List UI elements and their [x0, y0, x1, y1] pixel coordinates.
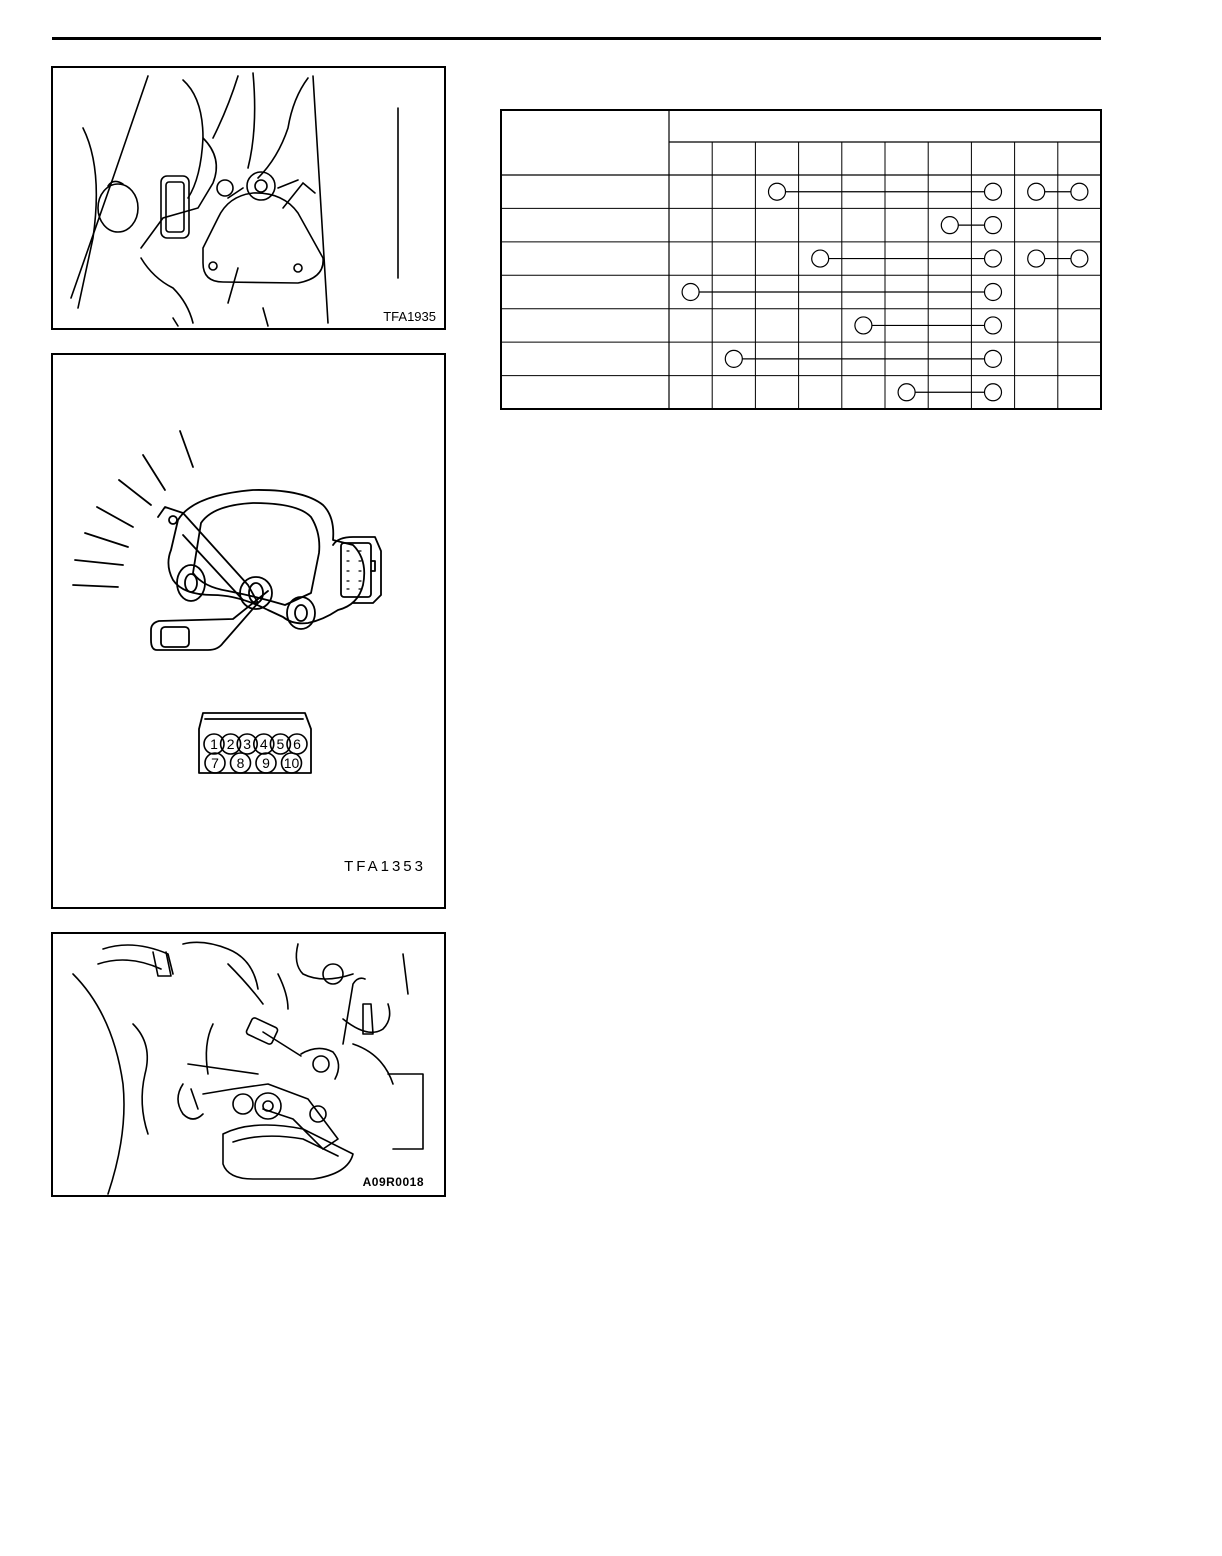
continuity-node	[985, 317, 1002, 334]
continuity-node	[898, 384, 915, 401]
continuity-node	[1071, 250, 1088, 267]
figure-inhibitor-switch-connector	[51, 353, 446, 909]
switch-drawing	[53, 355, 444, 907]
connector-pin-number: 5	[276, 736, 285, 752]
figure-code: TFA1353	[344, 858, 426, 875]
connector-pin-number: 7	[211, 755, 219, 771]
continuity-node	[985, 350, 1002, 367]
connector-pin-number: 4	[259, 736, 268, 752]
continuity-node	[769, 183, 786, 200]
table-grid	[501, 110, 1101, 409]
connector-pin-group	[204, 734, 307, 773]
connector-pin-number: 10	[283, 755, 300, 771]
installation-drawing	[53, 934, 444, 1195]
continuity-node	[985, 250, 1002, 267]
connector-pin-number: 9	[262, 755, 270, 771]
connector-pin-number: 3	[243, 736, 252, 752]
continuity-node	[1028, 250, 1045, 267]
continuity-node	[985, 217, 1002, 234]
connector-pin-number: 8	[236, 755, 245, 771]
continuity-node	[985, 183, 1002, 200]
continuity-node	[1028, 183, 1045, 200]
continuity-node	[941, 217, 958, 234]
top-rule	[52, 37, 1101, 40]
continuity-node	[985, 284, 1002, 301]
continuity-node	[682, 284, 699, 301]
figure-code: A09R0018	[362, 1175, 424, 1189]
connector-pin-number: 2	[226, 736, 235, 752]
continuity-node	[812, 250, 829, 267]
figure-code: TFA1935	[383, 309, 436, 324]
connector-pin-number: 6	[293, 736, 301, 752]
continuity-node	[985, 384, 1002, 401]
figure-inhibitor-switch-location	[51, 66, 446, 330]
continuity-node	[725, 350, 742, 367]
continuity-node	[1071, 183, 1088, 200]
table-border	[501, 110, 1101, 409]
continuity-node	[855, 317, 872, 334]
continuity-table	[500, 109, 1102, 410]
connector-pin-number: 1	[210, 736, 218, 752]
engine-drawing	[53, 68, 444, 328]
figure-switch-installation	[51, 932, 446, 1197]
